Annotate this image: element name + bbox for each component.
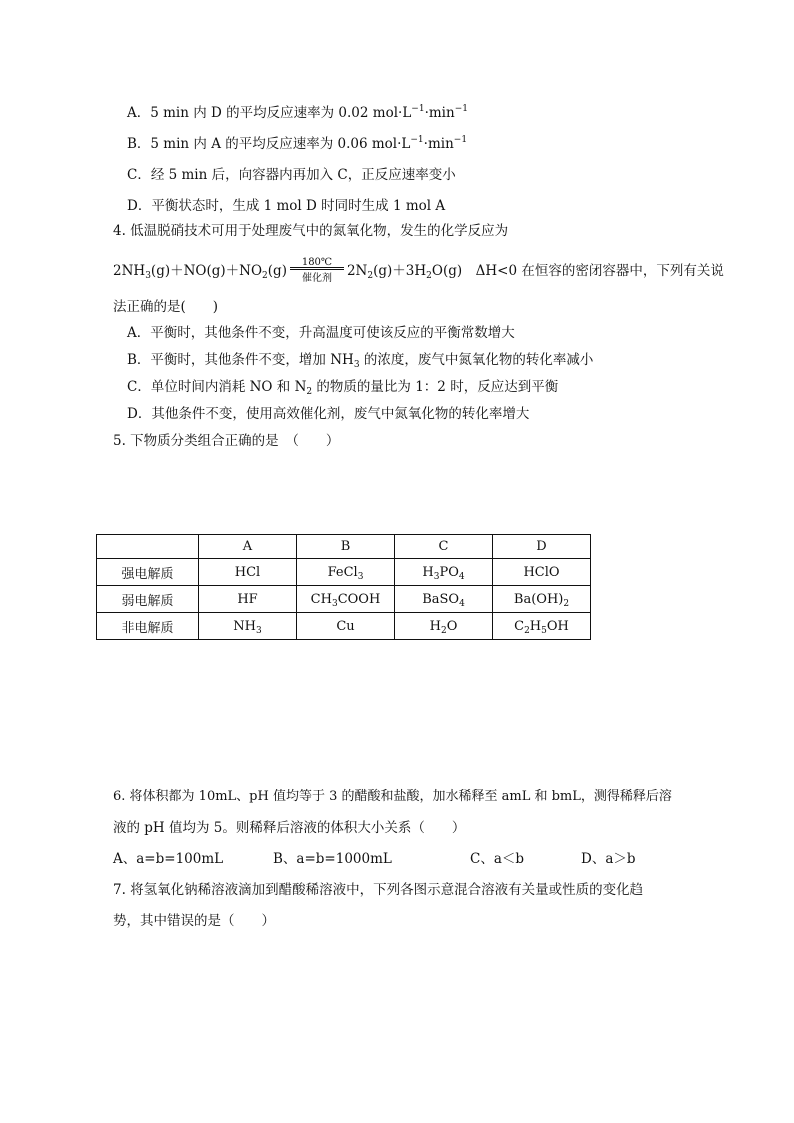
q4-option-a: A．平衡时，其他条件不变，升高温度可使该反应的平衡常数增大	[127, 325, 515, 341]
table-row	[97, 613, 591, 640]
q3-option-a: A．5 min 内 D 的平均反应速率为 0.02 $mol\cdot L^{-1}\cdot\min^{-1}$	[127, 104, 468, 121]
q4-stem: 4. 低温脱硝技术可用于处理废气中的氮氧化物，发生的化学反应为	[113, 223, 509, 239]
q4-option-c: C．单位时间内消耗 NO 和 $N_2$ 的物质的量比为 1：2 时，反应达到平衡	[127, 379, 559, 397]
q7-line2: 势，其中错误的是（ ）	[113, 913, 275, 929]
table-header-cell	[97, 535, 199, 559]
table-header-cell: C	[395, 535, 493, 559]
table-cell: $NH_3$	[199, 613, 297, 640]
table-cell: Cu	[297, 613, 395, 640]
table-row	[97, 559, 591, 586]
row-label: 非电解质	[97, 613, 199, 640]
table-row	[97, 586, 591, 613]
table-cell: $CH_3COOH$	[297, 586, 395, 613]
row-label: 强电解质	[97, 559, 199, 586]
table-cell: HF	[199, 586, 297, 613]
q5-stem: 5. 下物质分类组合正确的是 （ ）	[113, 433, 340, 449]
q3-option-c: C．经 5 min 后，向容器内再加入 C，正反应速率变小	[127, 167, 456, 183]
table-cell: $Ba(OH)_2$	[493, 586, 591, 613]
classification-table	[96, 534, 591, 640]
q6-option-d: D、a＞b	[581, 851, 636, 867]
q4-option-b: B．平衡时，其他条件不变，增加 $NH_3$ 的浓度，废气中氮氧化物的转化率减小	[127, 352, 594, 370]
table-cell: FeCl$_3$	[297, 559, 395, 586]
table-header-row	[97, 535, 591, 559]
q6-option-c: C、a＜b	[470, 851, 525, 867]
table-header-cell: B	[297, 535, 395, 559]
q6-line2: 液的 pH 值均为 5。则稀释后溶液的体积大小关系（ ）	[113, 820, 466, 836]
table-cell: HCl	[199, 559, 297, 586]
q4-equation: $2NH_3(g)+NO(g)+NO_2(g)$ 180℃ 催化剂 $2N_2(g)+3H_2O(g)$ ΔH<0 在恒容的密闭容器中，下列有关说	[113, 257, 724, 284]
q4-option-d: D．其他条件不变，使用高效催化剂，废气中氮氧化物的转化率增大	[127, 406, 530, 422]
q7-line1: 7. 将氢氧化钠稀溶液滴加到醋酸稀溶液中，下列各图示意混合溶液有关量或性质的变化趋	[113, 882, 644, 898]
table-cell: $H_2O$	[395, 613, 493, 640]
table-cell: $C_2H_5OH$	[493, 613, 591, 640]
q3-option-d: D．平衡状态时，生成 1 mol D 时同时生成 1 mol A	[127, 198, 446, 214]
q4-stem-end: 法正确的是( )	[113, 299, 219, 315]
q3-option-b: B．5 min 内 A 的平均反应速率为 0.06 $mol\cdot L^{-1}\cdot\min^{-1}$	[127, 135, 468, 152]
table-header-cell: A	[199, 535, 297, 559]
q6-line1: 6. 将体积都为 10mL、pH 值均等于 3 的醋酸和盐酸，加水稀释至 amL 和 bmL，测得稀释后溶	[113, 789, 672, 804]
table-cell: BaSO$_4$	[395, 586, 493, 613]
q6-option-a: A、a=b=100mL	[113, 851, 224, 867]
table-cell: $H_3PO_4$	[395, 559, 493, 586]
q6-option-b: B、a=b=1000mL	[273, 851, 392, 867]
row-label: 弱电解质	[97, 586, 199, 613]
table-header-cell: D	[493, 535, 591, 559]
reaction-equilibrium-arrow: 180℃ 催化剂	[288, 260, 346, 278]
table-cell: HClO	[493, 559, 591, 586]
